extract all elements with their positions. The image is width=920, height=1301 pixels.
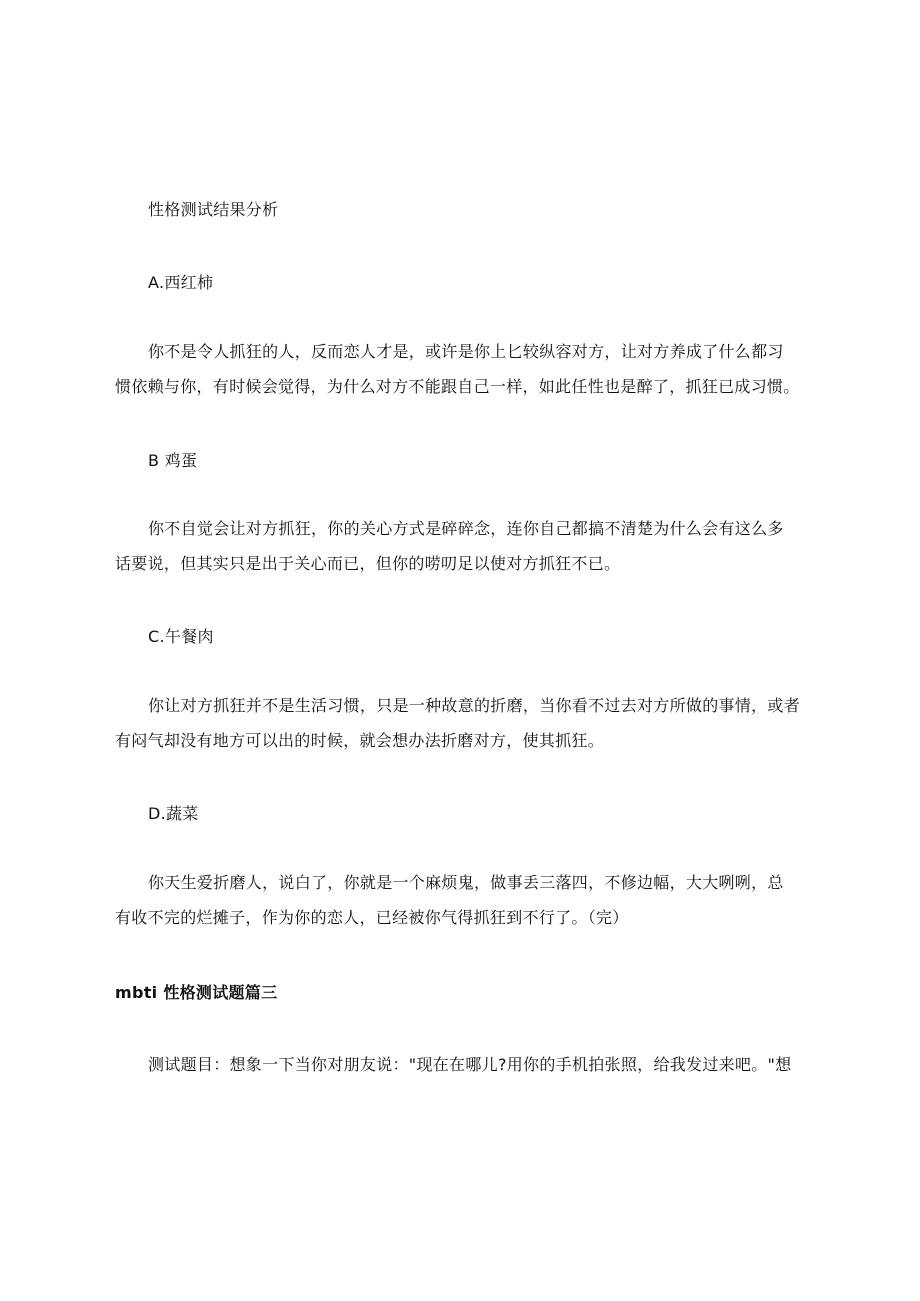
section-title: mbti 性格测试题篇三 <box>115 983 278 1002</box>
option-d-text-line-1: 你天生爱折磨人，说白了，你就是一个麻烦鬼，做事丢三落四，不修边幅，大大咧咧，总 <box>148 873 784 892</box>
option-b-label: B 鸡蛋 <box>148 451 198 470</box>
option-d-label: D.蔬菜 <box>148 804 199 823</box>
option-a-text-line-2: 惯依赖与你，有时候会觉得，为什么对方不能跟自己一样，如此任性也是醉了，抓狂已成习惯。 <box>115 377 800 396</box>
option-d-text-line-2: 有收不完的烂摊子，作为你的恋人，已经被你气得抓狂到不行了。（完） <box>115 908 629 927</box>
result-analysis-heading: 性格测试结果分析 <box>148 200 279 219</box>
option-c-label: C.午餐肉 <box>148 627 214 646</box>
option-c-text-line-2: 有闷气却没有地方可以出的时候，就会想办法折磨对方，使其抓狂。 <box>115 731 605 750</box>
option-b-text-line-2: 话要说，但其实只是出于关心而已，但你的唠叨足以使对方抓狂不已。 <box>115 554 621 573</box>
option-b-text-line-1: 你不自觉会让对方抓狂，你的关心方式是碎碎念，连你自己都搞不清楚为什么会有这么多 <box>148 519 784 538</box>
option-a-text-line-1: 你不是令人抓狂的人，反而恋人才是，或许是你上匕较纵容对方，让对方养成了什么都习 <box>148 342 784 361</box>
option-a-label: A.西红柿 <box>148 273 214 292</box>
question-text-line: 测试题目：想象一下当你对朋友说："现在在哪儿?用你的手机拍张照，给我发过来吧。"想 <box>148 1055 792 1074</box>
option-c-text-line-1: 你让对方抓狂并不是生活习惯，只是一种故意的折磨，当你看不过去对方所做的事情，或者 <box>148 696 801 715</box>
